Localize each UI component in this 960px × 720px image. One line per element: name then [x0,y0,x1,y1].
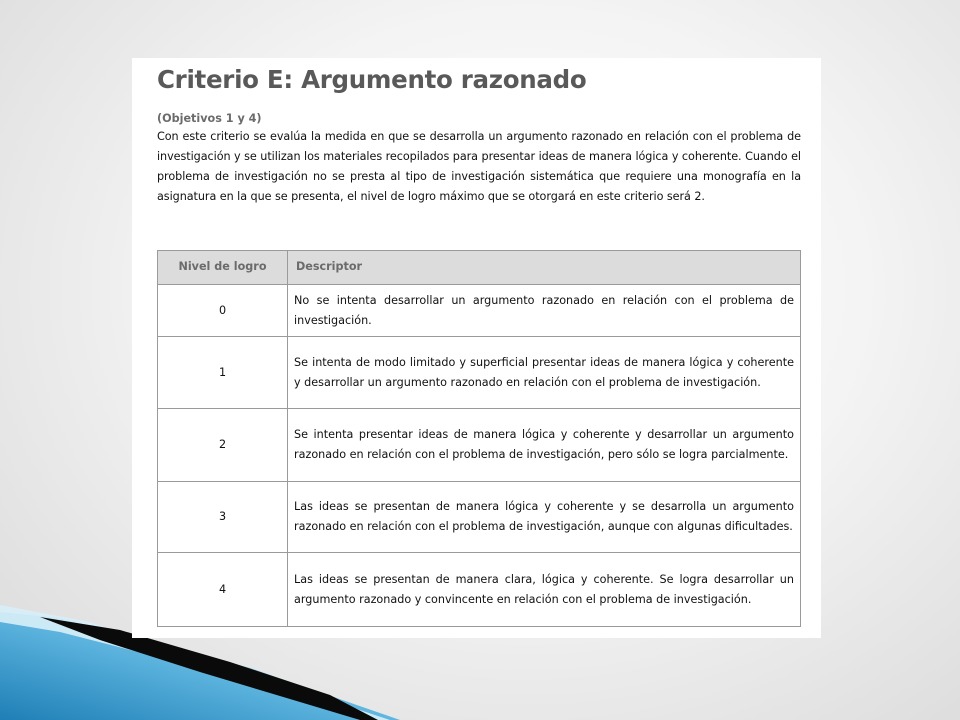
table-row [158,285,801,337]
document-body: Con este criterio se evalúa la medida en que se desarrolla un argumento razonado en relación con el problema de investigación y se utilizan los materiales recopilados para presentar ideas de manera lógica y coherente. Cuando el problema de investigación no se presta al tipo de investigación sistemática que requiere una monografía en la asignatura en la que se presenta, el nivel de logro máximo que se otorgará en este criterio será 2. [157,130,801,203]
row-descriptor: No se intenta desarrollar un argumento razonado en relación con el problema de investigación. [288,285,801,337]
row-descriptor: Se intenta presentar ideas de manera lógica y coherente y desarrollar un argumento razonado en relación con el problema de investigación, pero sólo se logra parcialmente. [288,409,801,482]
row-level: 2 [158,409,288,482]
header-level: Nivel de logro [158,251,288,285]
row-level: 4 [158,553,288,627]
table-row [158,337,801,409]
rubric-table [157,250,801,627]
row-level: 3 [158,482,288,553]
table-header-row [158,251,801,285]
row-descriptor: Se intenta de modo limitado y superficial presentar ideas de manera lógica y coherente y desarrollar un argumento razonado en relación con el problema de investigación. [288,337,801,409]
row-descriptor: Las ideas se presentan de manera lógica y coherente y se desarrolla un argumento razonado en relación con el problema de investigación, aunque con algunas dificultades. [288,482,801,553]
document-image [132,58,821,638]
document-subtitle: (Objetivos 1 y 4) [157,112,262,125]
row-level: 0 [158,285,288,337]
row-level: 1 [158,337,288,409]
header-descriptor: Descriptor [288,251,801,285]
table-row [158,409,801,482]
table-row [158,553,801,627]
row-descriptor: Las ideas se presentan de manera clara, lógica y coherente. Se logra desarrollar un argumento razonado y convincente en relación con el problema de investigación. [288,553,801,627]
document-title: Criterio E: Argumento razonado [157,65,587,94]
table-row [158,482,801,553]
